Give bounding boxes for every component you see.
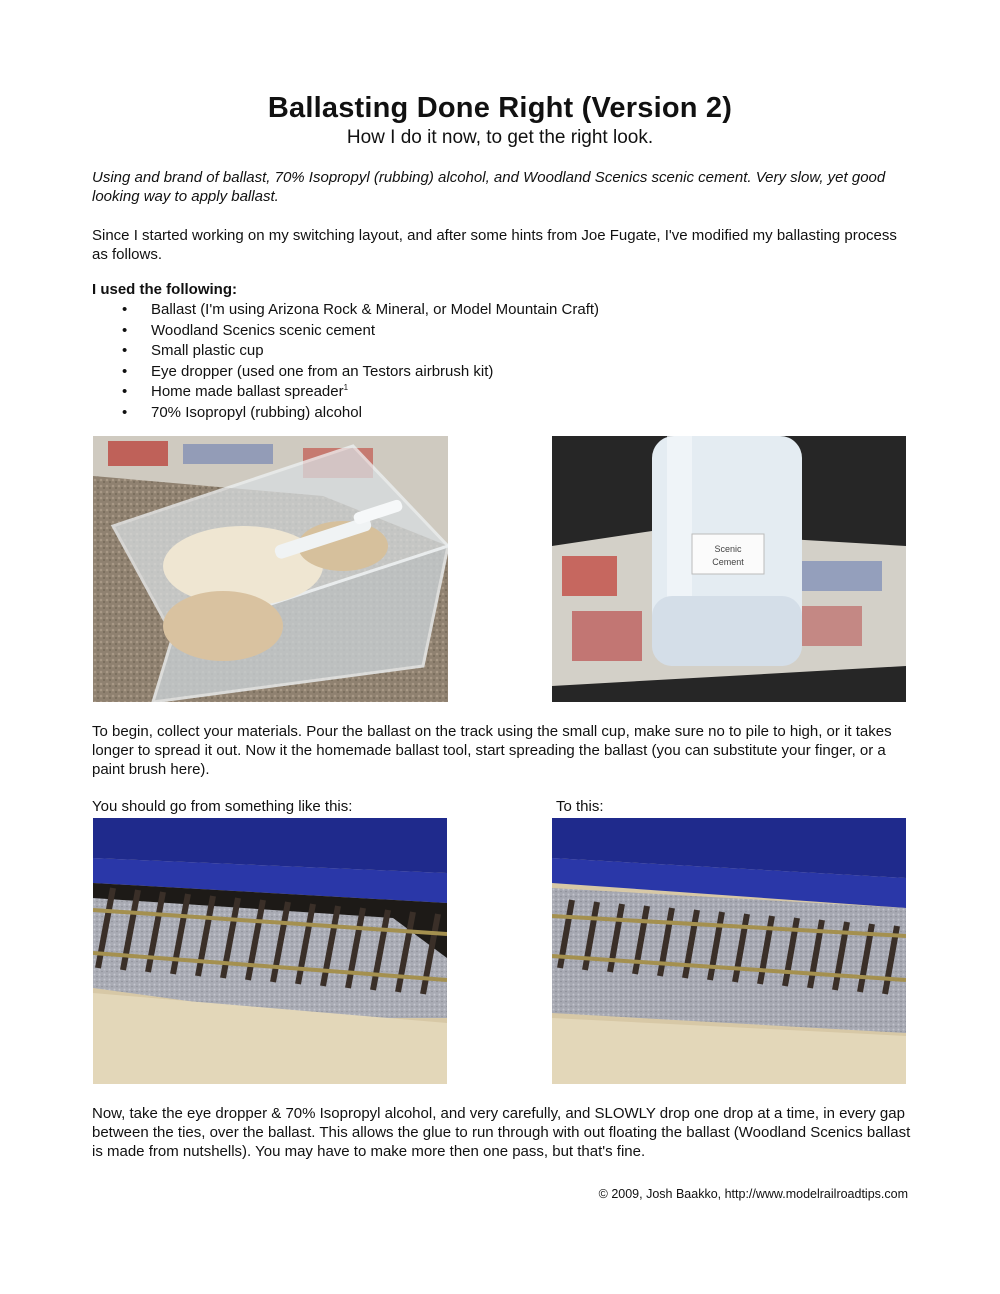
bullet-icon: • [122,383,128,401]
list-item-text: Small plastic cup [151,342,264,360]
photo-track-before [93,818,447,1084]
photo-scenic-cement-bottle [552,436,906,702]
paragraph-3: Now, take the eye dropper & 70% Isopropyl alcohol, and very carefully, and SLOWLY drop one drop at a time, in every gap between the ties, over the ballast. This allows the glue to run through with out floating the ballast (Woodland Scenics ballast is made from nutshells). You may have to make more then one pass, but that's fine. [92,1105,911,1160]
bullet-icon: • [122,321,128,339]
bottle-label-line: Scenic [714,544,742,554]
list-item-text: 70% Isopropyl (rubbing) alcohol [151,403,362,421]
list-item-text: Eye dropper (used one from an Testors airbrush kit) [151,362,494,380]
intro-paragraph: Using and brand of ballast, 70% Isopropyl (rubbing) alcohol, and Woodland Scenics scenic cement. Very slow, yet good looking way to apply ballast. [92,169,886,205]
bullet-icon: • [122,301,128,318]
caption-before: You should go from something like this: [92,798,353,815]
photo-track-after [552,818,906,1084]
bottle-label-line: Cement [712,557,744,567]
list-item [92,382,792,403]
bullet-icon: • [122,362,128,380]
list-item-text: Ballast (I'm using Arizona Rock & Mineral, or Model Mountain Craft) [151,301,600,318]
footnote-mark: 1 [343,383,349,393]
materials-list [92,300,792,424]
copyright-footer: © 2009, Josh Baakko, http://www.modelrailroadtips.com [598,1187,908,1201]
list-item [92,321,792,342]
list-item [92,300,792,321]
bullet-icon: • [122,342,128,360]
photo-plastic-tub [93,436,448,702]
list-item [92,403,792,424]
list-item-text: Home made ballast spreader [151,383,344,401]
materials-heading: I used the following: [92,281,237,298]
list-item [92,362,792,383]
list-item-text: Woodland Scenics scenic cement [151,321,376,339]
paragraph-2: To begin, collect your materials. Pour the ballast on the track using the small cup, make sure no to pile to high, or it takes longer to spread it out. Now it the homemade ballast tool, start spreading the ballast (you can substitute your finger, or a paint brush here). [92,723,892,778]
page-title: Ballasting Done Right (Version 2) [267,92,733,124]
page-subtitle: How I do it now, to get the right look. [346,127,654,148]
list-item [92,341,792,362]
paragraph-1: Since I started working on my switching layout, and after some hints from Joe Fugate, I've modified my ballasting process as follows. [92,227,897,263]
caption-after: To this: [556,798,604,815]
bullet-icon: • [122,403,128,421]
